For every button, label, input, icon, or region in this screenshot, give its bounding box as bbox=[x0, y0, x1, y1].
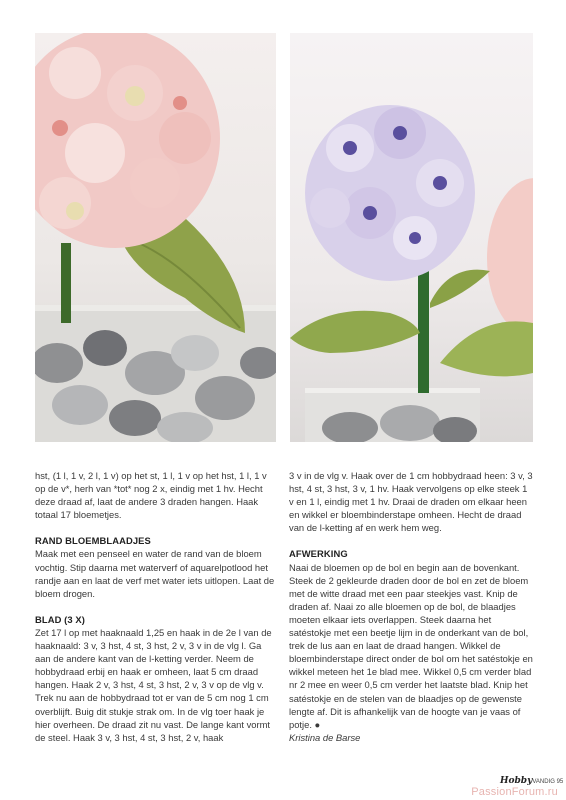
magazine-brand-suffix: VANDIG bbox=[532, 779, 555, 785]
magazine-brand: Hobby bbox=[500, 776, 533, 786]
afwerking-paragraph bbox=[289, 561, 534, 731]
end-mark: ● bbox=[314, 718, 321, 730]
watermark: PassionForum.ru bbox=[471, 786, 558, 798]
heading-blad: BLAD (3 X) bbox=[35, 613, 85, 625]
page-number: 95 bbox=[556, 779, 564, 785]
afwerking-text: Naai de bloemen op de bol en begin aan de bovenkant. Steek de 2 gekleurde draden door de bol en zet de bloem met de witte draad met een paar steekjes vast. Knip de draden af. Naai zo alle bloemen op de bol, de blaadjes moeten elkaar iets overlappen. Steek daarna het satéstokje met een beetje lijm in de onderkant van de bol, trek de lus aan en laat de draad hangen. Wikkel de bloembinderstape direct onder de bol om het satéstokje en wikkel meteen het 1e blad mee. Wikkel 0,5 cm verder blad nr 2 mee en weer 0,5 cm verder het laatste blad. Knip het satéstokje en de stelen van de blaadjes op de gewenste lengte af. Dit is afhankelijk van de hoogte van je vaas of potje. bbox=[289, 561, 533, 730]
heading-rand-bloemblaadjes: RAND BLOEMBLAADJES bbox=[35, 535, 151, 547]
page-footer bbox=[500, 776, 563, 786]
photo-pink-hydrangea bbox=[35, 33, 276, 442]
pink-hydrangea-illustration bbox=[35, 33, 276, 442]
left-text-column bbox=[35, 469, 275, 744]
left-intro-paragraph: hst, (1 l, 1 v, 2 l, 1 v) op het st, 1 l, 1 v op het hst, 1 l, 1 v op de v*, herh van *tot* nog 2 x, eindig met 1 hv. Hecht deze draad af, laat de andere 3 draden hangen. Haak totaal 17 bloemetjes. bbox=[35, 470, 267, 521]
rand-bloemblaadjes-paragraph: Maak met een penseel en water de rand van de bloem vochtig. Stip daarna met waterverf of aquarelpotlood het randje aan en laat de verf met water iets uitlopen. Laat de bloem drogen. bbox=[35, 548, 275, 599]
right-text-column bbox=[289, 469, 534, 744]
lilac-hydrangea-illustration bbox=[290, 33, 533, 442]
heading-afwerking: AFWERKING bbox=[289, 548, 348, 560]
right-intro-paragraph: 3 v in de vlg v. Haak over de 1 cm hobbydraad heen: 3 v, 3 hst, 4 st, 3 hst, 3 v, 1 hv. Haak vervolgens op elke steek 1 v en 1 l, eindig met 1 hv. Draai de draden om elkaar heen en wikkel er bloembinderstape omheen. Hecht de draad van de l-ketting af en werk hem weg. bbox=[289, 470, 533, 534]
photo-lilac-hydrangea bbox=[290, 33, 533, 442]
author-name: Kristina de Barse bbox=[289, 731, 361, 743]
blad-paragraph: Zet 17 l op met haaknaald 1,25 en haak in de 2e l van de haaknaald: 3 v, 3 hst, 4 st, 3 hst, 2 v, 3 v in de vlg l. Ga aan de andere kant van de l-ketting verder. Neem de hobbydraad erbij en haak er omheen, laat 5 cm draad hangen. Haak 2 v, 3 hst, 4 st, 3 hst, 2 v, 3 v op de vlg v. Trek nu aan de hobbydraad tot er van de 5 cm nog 1 cm overblijft. Buig dit stukje strak om. In de vlg toer haak je hier overheen. De draad zit nu vast. De lange kant vormt de steel. Haak 3 v, 3 hst, 4 st, 3 hst, 2 v, haak bbox=[35, 626, 272, 743]
